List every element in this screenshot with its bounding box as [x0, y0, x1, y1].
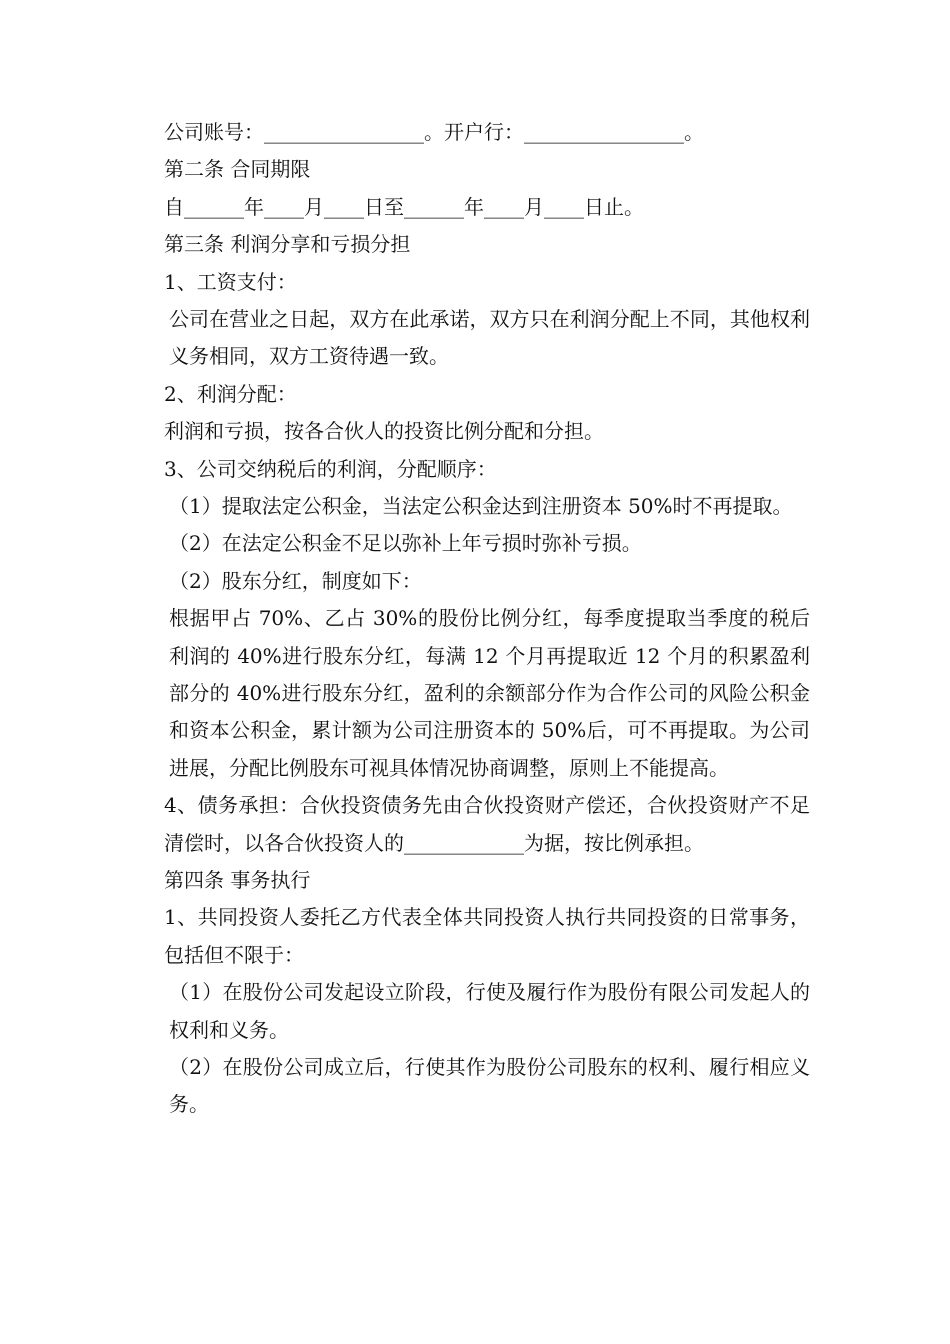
profit-distribution-heading: 2、利润分配：: [164, 381, 297, 406]
dividend-heading: （2）股东分红，制度如下：: [169, 568, 422, 593]
salary-heading: 1、工资支付：: [164, 269, 297, 294]
salary-paragraph: 公司在营业之日起，双方在此承诺，双方只在利润分配上不同，其他权利义务相同，双方工资待遇一致。: [169, 306, 810, 369]
loss-cover-line: （2）在法定公积金不足以弥补上年亏损时弥补亏损。: [169, 531, 642, 556]
account-line: 公司账号：________________。开户行：________________。: [164, 120, 704, 144]
distribution-order-heading: 3、公司交纳税后的利润，分配顺序：: [164, 456, 497, 481]
article-3-heading: 第三条 利润分享和亏损分担: [164, 232, 411, 257]
debt-paragraph: 4、债务承担：合伙投资债务先由合伙投资财产偿还，合伙投资财产不足清偿时，以各合伙投资人的____________为据，按比例承担。: [164, 793, 810, 855]
article-2-heading: 第二条 合同期限: [164, 157, 311, 182]
reserve-fund-paragraph: （1）提取法定公积金，当法定公积金达到注册资本 50%时不再提取。: [169, 493, 793, 518]
profit-loss-line: 利润和亏损，按各合伙人的投资比例分配和分担。: [164, 419, 604, 444]
contract-period-line: 自______年____月____日至______年____月____日止。: [164, 194, 644, 219]
founding-stage-paragraph: （1）在股份公司发起设立阶段，行使及履行作为股份有限公司发起人的权利和义务。: [169, 980, 810, 1042]
post-founding-paragraph: （2）在股份公司成立后，行使其作为股份公司股东的权利、履行相应义务。: [169, 1054, 810, 1117]
entrust-paragraph: 1、共同投资人委托乙方代表全体共同投资人执行共同投资的日常事务，包括但不限于：: [164, 905, 810, 967]
dividend-paragraph: 根据甲占 70%、乙占 30%的股份比例分红，每季度提取当季度的税后利润的 40%进行股东分红，每满 12 个月再提取近 12 个月的积累盈利部分的 40%进行股东分红，盈利的余额部分作为合作公司的风险公积金和资本公积金，累计额为公司注册资本的 50%后，可不再提取。为公司进展，分配比例股东可视具体情况协商调整，原则上不能提高。: [169, 606, 810, 780]
article-4-heading: 第四条 事务执行: [164, 867, 311, 892]
document-body: [146, 114, 810, 1124]
